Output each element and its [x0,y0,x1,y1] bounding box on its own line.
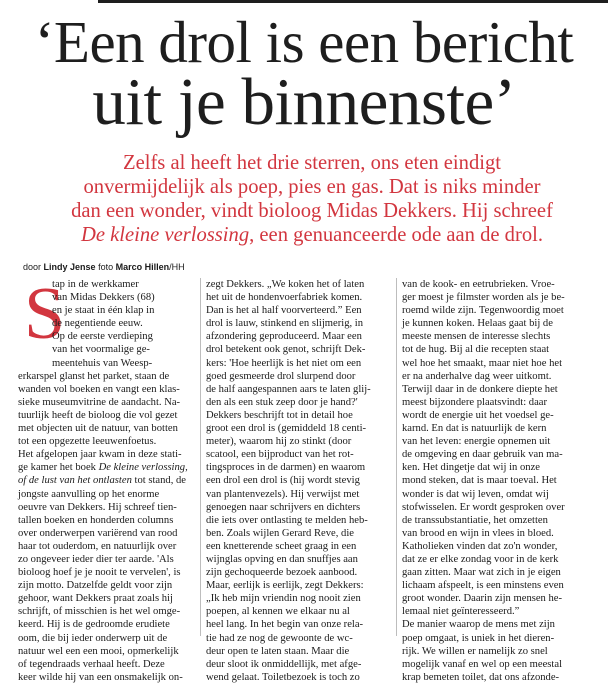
body-line: oom, die bij ieder onderwerp uit de [18,632,168,644]
body-line: Maar, eerlijk is eerlijk, zegt Dekkers: [206,580,364,592]
body-line: haar tot ouderdom, en natuurlijk over [18,540,177,552]
body-line: goed gesmeerde drol slurpend door [206,370,356,382]
body-line: van het leven: energie opnemen uit [402,436,551,448]
body-line: zegt Dekkers. „We koken het of laten [206,279,365,290]
top-rule [98,0,608,3]
byline-agency: /HH [169,262,185,272]
body-line: ken. Het dingetje dat wij in onze [402,462,540,474]
body-line: tap in de werkkamer [52,279,139,290]
byline-door: door [23,262,42,272]
body-line: van brood en wijn in vlees in bloed. [402,527,554,539]
body-line: natuur wel een een mooi, opmerkelijk [18,645,179,657]
body-line: keerd. Hij is de gedroomde erudiete [18,619,170,631]
article-column-2 [206,278,382,684]
body-line: tot de hug. Bij al die recepten staat [402,344,550,356]
byline [23,261,185,273]
intro-paragraph [42,151,582,247]
body-line: van Midas Dekkers (68) [52,292,155,304]
body-line: dat ze er elke zondag voor in de kerk [402,553,559,565]
body-line: sieke museumvitrine de aandacht. Na- [18,396,181,408]
byline-photographer: Marco Hillen [115,262,170,272]
body-line: poepen, al kennen we elkaar nu al [206,606,350,618]
column-divider [200,278,201,636]
body-line: poep omgaat, is uniek in het dieren- [402,632,555,644]
body-line: je kunnen koken. Helaas gaat bij de [402,318,553,330]
drop-cap: S [24,273,66,355]
body-line: van het voormalige ge- [52,344,150,356]
byline-foto: foto [98,262,114,272]
book-title: De kleine verlossing, [98,462,188,474]
body-line: groot een drol is (gemiddeld 18 centi- [206,423,367,435]
book-subtitle: of de lust van het ontlasten [18,475,132,487]
body-line: van de kook- en eetrubrieken. Vroe- [402,279,555,290]
body-line: meest bijzondere plaatsvindt: daar [402,396,548,408]
body-line [18,474,194,487]
body-line: rijk. We willen er namelijk zo snel [402,645,548,657]
body-line: drol betekent ook genot, schrijft Dek- [206,344,366,356]
intro-line: onvermijdelijk als poep, pies en gas. Dat is niks minder [83,176,541,198]
body-line: wonder is dat wij leven, omdat wij [402,488,549,500]
intro-line [42,223,582,247]
body-line: of tegendraads verhaal heeft. Deze [18,658,165,670]
body-line: meter), waarom hij zo stinkt (door [206,436,352,448]
body-line: tallen boeken en honderden columns [18,514,174,526]
body-line: ben. Zoals wijlen Gerard Reve, die [206,527,354,539]
body-line: de transsubstantiatie, het omzetten [402,514,548,526]
body-line: Katholieken vinden dat zo'n wonder, [402,540,558,552]
body-line: afzondering geproduceerd. Maar een [206,331,362,343]
body-line: de omgeving en daar gebruik van ma- [402,449,563,461]
article-column-1 [18,273,194,684]
body-line: deur sloot ik onmiddellijk, met afge- [206,658,362,670]
body-line: Terwijl daar in de donkere diepte het [402,383,558,395]
body-line: jongste aanvulling op het enorme [18,488,160,500]
body-line: wel hoe het smaakt, maar niet hoe het [402,357,563,369]
body-line: oeuvre van Dekkers. Hij schreef tien- [18,501,177,513]
body-line: tingsproces in de darmen) en waarom [206,462,366,474]
body-line: tuurlijk heeft de bioloog die vol gezet [18,409,178,421]
body-line: gehoor, want Dekkers praat zoals hij [18,593,173,605]
body-line: groot wonder. Daarin zijn mensen he- [402,593,563,605]
body-line: lichaam afspeelt, is een minstens even [402,580,564,592]
body-line: karnd. En dat is natuurlijk de kern [402,423,547,435]
body-line: genoegen naar schrijvers en dichters [206,501,361,513]
body-line: en je staat in één klap in [52,305,155,317]
body-line: die iets over ontlasting te melden heb- [206,514,368,526]
body-line: over onderwerpen variërend van rood [18,527,178,539]
body-text: tot stand, de [131,475,187,487]
intro-line: Zelfs al heeft het drie sterren, ons eten eindigt [123,152,501,174]
body-line: ger moest je filmster worden als je be- [402,292,565,304]
body-line: tot een opgezette leeuwenfoetus. [18,436,157,448]
body-line: wanden vol boeken en vangt een klas- [18,383,180,395]
byline-author: Lindy Jense [43,262,96,272]
body-line: mond steken, dat is maar toeval. Het [402,475,557,487]
body-line: roemd wilde zijn. Tegenwoordig moet [402,305,564,317]
article-column-3 [402,278,578,684]
body-line: wordt de energie uit het voedsel ge- [402,409,554,421]
body-line: het uit de hondenvoerfabriek komen. [206,292,363,304]
body-line: scatool, een bijproduct van het rot- [206,449,354,461]
body-line [18,461,194,474]
body-line: van plantenvezels). Hij verwijst met [206,488,360,500]
body-text: ge kamer het boek [18,462,99,474]
body-line: zijn gechoqueerde bezoek aanbood. [206,567,358,579]
body-line: Dan is het al half voorverteerd.” Een [206,305,362,317]
body-line: Het afgelopen jaar kwam in deze stati- [18,449,182,461]
body-line: meentehuis van Weesp- [52,357,153,369]
body-line: den als een stuk zeep door je hand?' [206,396,358,408]
headline-line-2: uit je binnenste’ [92,65,516,139]
body-line: keer wilde hij van een onsmakelijk on- [18,671,183,683]
body-line: deur open te laten staan. Maar die [206,645,350,657]
body-line: er na anderhalve dag weer uitkomt. [402,370,552,382]
body-line: bioloog hoef je je nooit te vervelen', is [18,567,181,579]
body-line: mogelijk vanaf en wel op een meestal [402,658,563,670]
body-line: erkarspel glanst het parket, staan de [18,370,170,382]
body-line: meeste mensen de interesse slechts [402,331,551,343]
body-line: „Ik heb mijn vriendin nog nooit zien [206,593,361,605]
body-line: wijnglas opving en dan snuffjes aan [206,553,358,565]
intro-book-title: De kleine verlossing [80,224,250,246]
body-line: Op de eerste verdieping [52,331,153,343]
body-line: een drol een drol is (hij wordt stevig [206,475,360,487]
body-line: lemaal niet geïnteresseerd.” [402,606,520,618]
body-line: krap bemeten toilet, dat ons afzonde- [402,671,560,683]
body-line: Dekkers beschrijft tot in detail hoe [206,409,353,421]
body-line: stofwisselen. Er wordt gesproken over [402,501,565,513]
body-line: heel lang. In het begin van onze rela- [206,619,364,631]
body-line: zo ongeveer ieder dier ter aarde. 'Als [18,553,174,565]
body-line: kers: 'Hoe heerlijk is het niet om een [206,357,362,369]
intro-line-rest: , een genuanceerde ode aan de drol. [249,224,543,246]
column-divider [396,278,397,636]
body-line: zijn motto. Datzelfde geldt voor zijn [18,580,173,592]
body-line: gaan zitten. Maar wat zich in je eigen [402,567,561,579]
body-line: de half aangespannen aars te laten glij- [206,383,371,395]
body-line: De manier waarop de mens met zijn [402,619,555,631]
intro-line: dan een wonder, vindt bioloog Midas Dekkers. Hij schreef [71,200,553,222]
body-line: wend gelaat. Toiletbezoek is toch zo [206,671,360,683]
body-line: schrijft, of misschien is het wel omge- [18,606,181,618]
body-line: drol is lauw, stinkend en slijmerig, in [206,318,364,330]
body-line: een knetterende scheet graag in een [206,540,357,552]
body-line: met objecten uit de natuur, van botten [18,423,178,435]
headline-line-1: ‘Een drol is een bericht [34,9,574,75]
body-line: tie had ze nog de gewoonte de wc- [206,632,353,644]
body-line: de negentiende eeuw. [52,318,143,330]
